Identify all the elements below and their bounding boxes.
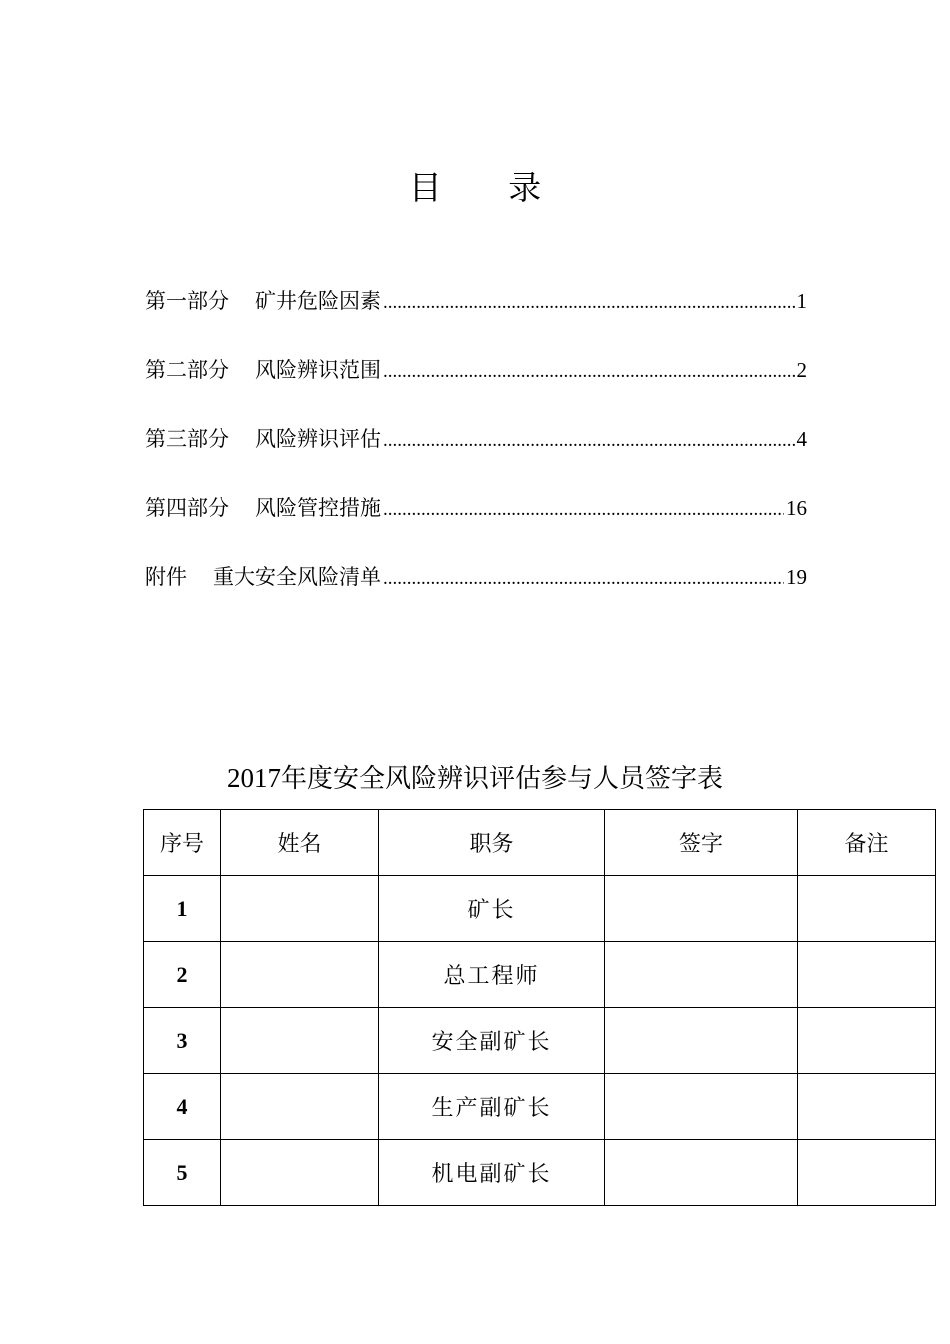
signature-table <box>143 809 936 1206</box>
header-serial-no: 序号 <box>144 810 221 876</box>
toc-entry[interactable] <box>145 285 807 313</box>
sign-table-title <box>0 758 950 795</box>
cell-signature[interactable] <box>605 1140 798 1206</box>
cell-name[interactable] <box>221 1140 379 1206</box>
toc-part-label: 第二部分 <box>145 358 229 382</box>
toc-leader-dots <box>383 292 795 314</box>
toc-section-name: 风险管控措施 <box>255 496 381 520</box>
table-row <box>144 1008 936 1074</box>
toc-part-label: 第三部分 <box>145 427 229 451</box>
cell-remarks[interactable] <box>798 876 936 942</box>
cell-signature[interactable] <box>605 942 798 1008</box>
cell-serial-no: 1 <box>144 876 221 942</box>
cell-serial-no: 2 <box>144 942 221 1008</box>
header-signature: 签字 <box>605 810 798 876</box>
cell-remarks[interactable] <box>798 1074 936 1140</box>
cell-remarks[interactable] <box>798 1008 936 1074</box>
toc-page-number: 2 <box>796 358 807 382</box>
table-row <box>144 942 936 1008</box>
table-header-row <box>144 810 936 876</box>
cell-name[interactable] <box>221 876 379 942</box>
toc-title: 目 录 <box>408 168 570 207</box>
toc-page-number: 1 <box>796 289 807 313</box>
cell-remarks[interactable] <box>798 942 936 1008</box>
cell-remarks[interactable] <box>798 1140 936 1206</box>
table-row <box>144 1074 936 1140</box>
sign-table-title-year: 2017 <box>226 763 281 793</box>
table-row <box>144 876 936 942</box>
cell-name[interactable] <box>221 1074 379 1140</box>
cell-position: 生产副矿长 <box>379 1074 605 1140</box>
table-of-contents <box>145 285 807 630</box>
cell-serial-no: 4 <box>144 1074 221 1140</box>
toc-page-number: 16 <box>786 496 807 520</box>
cell-signature[interactable] <box>605 876 798 942</box>
cell-serial-no: 5 <box>144 1140 221 1206</box>
header-remarks: 备注 <box>798 810 936 876</box>
cell-name[interactable] <box>221 942 379 1008</box>
toc-section-name: 重大安全风险清单 <box>213 565 381 589</box>
header-name: 姓名 <box>221 810 379 876</box>
table-row <box>144 1140 936 1206</box>
cell-signature[interactable] <box>605 1074 798 1140</box>
toc-page-number: 4 <box>796 427 807 451</box>
toc-entry[interactable] <box>145 423 807 451</box>
header-position: 职务 <box>379 810 605 876</box>
toc-entry[interactable] <box>145 492 807 520</box>
cell-position: 矿长 <box>379 876 605 942</box>
toc-entry[interactable] <box>145 561 807 589</box>
toc-page-number: 19 <box>786 565 807 589</box>
toc-part-label: 第一部分 <box>145 289 229 313</box>
toc-leader-dots <box>383 361 795 383</box>
cell-serial-no: 3 <box>144 1008 221 1074</box>
cell-name[interactable] <box>221 1008 379 1074</box>
cell-position: 机电副矿长 <box>379 1140 605 1206</box>
toc-leader-dots <box>383 430 795 452</box>
toc-part-label: 附件 <box>145 565 187 589</box>
toc-section-name: 风险辨识评估 <box>255 427 381 451</box>
toc-section-name: 矿井危险因素 <box>255 289 381 313</box>
toc-entry[interactable] <box>145 354 807 382</box>
sign-table-title-text: 年度安全风险辨识评估参与人员签字表 <box>280 764 723 794</box>
cell-position: 安全副矿长 <box>379 1008 605 1074</box>
toc-leader-dots <box>383 568 784 590</box>
cell-signature[interactable] <box>605 1008 798 1074</box>
toc-part-label: 第四部分 <box>145 496 229 520</box>
toc-section-name: 风险辨识范围 <box>255 358 381 382</box>
cell-position: 总工程师 <box>379 942 605 1008</box>
toc-leader-dots <box>383 499 784 521</box>
